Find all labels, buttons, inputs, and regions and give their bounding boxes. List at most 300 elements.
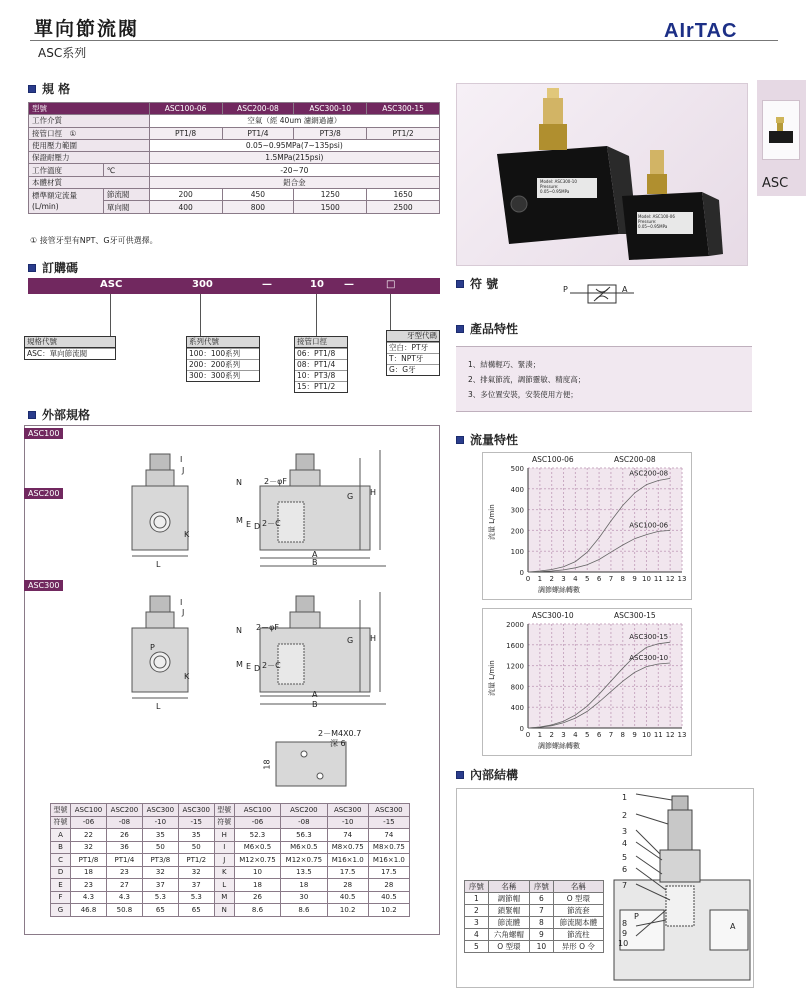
callout-8: 8: [622, 919, 628, 928]
series-label: ASC100-06: [629, 521, 669, 530]
dim-cell: N: [214, 904, 234, 917]
tag-asc300: ASC300: [24, 580, 63, 591]
dim-cell: 65: [178, 904, 214, 917]
dim-cell: L: [214, 879, 234, 892]
dim-label-phiF: 2－φF: [256, 623, 279, 632]
dim-cell: 37: [142, 879, 178, 892]
dimension-table: [50, 803, 410, 917]
dim-head: ASC100: [234, 804, 280, 817]
flow-unit-text: (L/min): [32, 201, 59, 211]
parts-table: [464, 880, 604, 953]
x-tick-label: 5: [584, 575, 590, 583]
dim-label-A: A: [312, 550, 318, 559]
parts-head: 序號: [530, 881, 554, 893]
flow-label-text: 標準額定流量: [32, 190, 77, 200]
order-box-port: [294, 336, 348, 393]
x-tick-label: 13: [677, 731, 687, 739]
dim-cell: 17.5: [368, 866, 409, 879]
section-internal-title: 內部結構: [470, 768, 519, 782]
label-dim-18: 18: [262, 759, 272, 770]
dim-cell: A: [51, 829, 71, 842]
spec-header-col: ASC200-08: [222, 103, 294, 115]
order-box-row: 空白：PT牙: [387, 342, 439, 353]
dim-head: -10: [327, 816, 368, 829]
section-outer-title: 外部規格: [42, 408, 91, 422]
dim-cell: 10.2: [368, 904, 409, 917]
order-code-part: 300: [192, 279, 213, 290]
dim-cell: D: [51, 866, 71, 879]
dim-cell: 50.8: [106, 904, 142, 917]
photo-range-label: 0.05~0.95MPa: [638, 224, 668, 229]
dim-cell: 27: [106, 879, 142, 892]
order-connector: [390, 294, 391, 330]
order-code-part: —: [262, 279, 272, 290]
order-code-part: ASC: [100, 279, 123, 290]
parts-row: [465, 917, 604, 929]
dim-cell: M16×1.0: [368, 854, 409, 867]
dim-head: ASC200: [281, 804, 327, 817]
dim-cell: M8×0.75: [368, 841, 409, 854]
dim-label-G: G: [347, 636, 354, 645]
order-box-code: [24, 336, 116, 360]
dim-cell: 32: [71, 841, 107, 854]
order-code-bar: [28, 278, 440, 294]
section-features-title: 產品特性: [470, 322, 519, 336]
section-bullet-icon: [456, 280, 464, 288]
dim-cell: 26: [234, 891, 280, 904]
parts-cell: O 型環: [553, 893, 603, 905]
x-tick-label: 13: [677, 575, 687, 583]
dim-label-L: L: [156, 702, 161, 711]
parts-cell: O 型環: [488, 941, 529, 953]
spec-header-col: ASC300-15: [367, 103, 440, 115]
x-axis-label: 調節螺絲轉數: [538, 742, 580, 750]
section-bullet-icon: [28, 85, 36, 93]
photo-range-label: 0.05~0.95MPa: [540, 189, 570, 194]
x-tick-label: 8: [620, 731, 626, 739]
dim-cell: PT1/4: [106, 854, 142, 867]
feature-item: 1、結構輕巧、緊湊；: [468, 360, 541, 369]
x-tick-label: 1: [537, 575, 543, 583]
page-title: 單向節流閥: [34, 18, 140, 40]
dim-label-L: L: [156, 560, 161, 569]
parts-head: 名稱: [488, 881, 529, 893]
dim-label-K: K: [184, 530, 190, 539]
dim-label-J: J: [182, 608, 185, 617]
product-photo: [456, 83, 748, 266]
parts-cell: 鎖緊帽: [488, 905, 529, 917]
dim-cell: 17.5: [327, 866, 368, 879]
section-outer: [28, 406, 90, 423]
section-flow: [456, 431, 518, 448]
side-tab-label: ASC: [762, 176, 789, 191]
order-code-part: —: [344, 279, 354, 290]
internal-port-P: P: [634, 912, 639, 921]
dim-cell: M8×0.75: [327, 841, 368, 854]
x-tick-label: 12: [665, 731, 675, 739]
parts-row: [465, 905, 604, 917]
dim-cell: 23: [71, 879, 107, 892]
spec-row-label: 接管口徑 ①: [29, 127, 150, 139]
dim-head: 符號: [214, 816, 234, 829]
dim-label-B: B: [312, 700, 318, 709]
parts-cell: 5: [465, 941, 489, 953]
y-tick-label: 500: [510, 465, 524, 473]
x-tick-label: 2: [549, 731, 554, 739]
x-axis-label: 調節螺絲轉數: [538, 586, 580, 594]
photo-pressure-label: Pressure:: [638, 219, 657, 224]
chart-title: ASC100-06: [532, 455, 574, 464]
callout-10: 10: [618, 939, 629, 948]
dim-label-K: K: [184, 672, 190, 681]
spec-cell: 400: [149, 201, 222, 213]
order-box-row: ASC：單向節流閥: [25, 348, 115, 359]
dim-cell: M12×0.75: [281, 854, 327, 867]
dim-head: ASC300: [327, 804, 368, 817]
section-features: [456, 320, 518, 337]
section-order: [28, 259, 78, 276]
dim-head: ASC100: [71, 804, 107, 817]
dim-label-E: E: [246, 662, 252, 671]
spec-cell: 鋁合金: [149, 176, 439, 188]
spec-row-label: 保證耐壓力: [29, 152, 150, 164]
section-bullet-icon: [456, 436, 464, 444]
x-tick-label: 1: [537, 731, 543, 739]
order-box-thread: [386, 330, 440, 376]
order-code-part: □: [386, 279, 396, 290]
dim-cell: 8.6: [281, 904, 327, 917]
dim-label-A: A: [312, 690, 318, 699]
dim-cell: PT3/8: [142, 854, 178, 867]
y-tick-label: 1200: [506, 662, 524, 671]
dim-row: [51, 904, 410, 917]
dim-cell: B: [51, 841, 71, 854]
dim-head: 符號: [51, 816, 71, 829]
dim-cell: H: [214, 829, 234, 842]
symbol-port-P: P: [563, 285, 568, 294]
dim-label-D: D: [254, 664, 261, 673]
parts-cell: 6: [530, 893, 554, 905]
dim-label-B: B: [312, 558, 318, 567]
order-box-series: [186, 336, 260, 382]
dim-row: [51, 829, 410, 842]
spec-cell: PT1/4: [222, 127, 294, 139]
dim-row: [51, 854, 410, 867]
parts-row: [465, 929, 604, 941]
section-flow-title: 流量特性: [470, 433, 519, 447]
label-m4-thread: 2－M4X0.7: [318, 729, 362, 738]
dim-cell: 28: [327, 879, 368, 892]
dim-cell: 52.3: [234, 829, 280, 842]
chart-title: ASC200-08: [614, 455, 656, 464]
spec-cell: 空氣（經 40um 濾網過濾）: [149, 115, 439, 127]
dim-row: [51, 891, 410, 904]
dim-label-E: E: [246, 520, 252, 529]
order-box-row: 100：100系列: [187, 348, 259, 359]
order-box-row: G：G牙: [387, 364, 439, 375]
order-box-row: 10：PT3/8: [295, 370, 347, 381]
spec-cell: -20~70: [149, 164, 439, 176]
order-box-row: 08：PT1/4: [295, 359, 347, 370]
dim-cell: J: [214, 854, 234, 867]
section-bullet-icon: [456, 325, 464, 333]
dim-cell: 35: [178, 829, 214, 842]
dim-cell: 46.8: [71, 904, 107, 917]
order-box-head: 系列代號: [187, 337, 259, 348]
dim-cell: 56.3: [281, 829, 327, 842]
dim-head: -08: [281, 816, 327, 829]
x-tick-label: 8: [620, 575, 626, 583]
spec-cell: 0.05~0.95MPa(7~135psi): [149, 139, 439, 151]
x-tick-label: 6: [596, 575, 602, 583]
order-box-row: 300：300系列: [187, 370, 259, 381]
dim-cell: C: [51, 854, 71, 867]
dim-cell: 4.3: [71, 891, 107, 904]
callout-2: 2: [622, 811, 628, 820]
y-tick-label: 400: [510, 485, 524, 494]
spec-row-label: 節流閥: [103, 189, 149, 201]
dim-cell: 18: [71, 866, 107, 879]
parts-cell: 2: [465, 905, 489, 917]
dim-cell: 5.3: [178, 891, 214, 904]
parts-cell: 异形 O 令: [553, 941, 603, 953]
parts-cell: 9: [530, 929, 554, 941]
dim-cell: PT1/8: [71, 854, 107, 867]
parts-cell: 調節帽: [488, 893, 529, 905]
dim-cell: 13.5: [281, 866, 327, 879]
dim-label-C: 2－C: [262, 519, 281, 528]
spec-cell: 200: [149, 189, 222, 201]
order-box-row: 15：PT1/2: [295, 381, 347, 392]
spec-row-label: 工作介質: [29, 115, 150, 127]
x-tick-label: 9: [632, 731, 637, 739]
feature-item: 3、多位置安裝，安裝使用方便；: [468, 390, 578, 399]
label-depth: 深 6: [330, 739, 346, 748]
spec-flow-label: [29, 189, 104, 214]
dim-cell: PT1/2: [178, 854, 214, 867]
spec-table: [28, 102, 440, 214]
dim-cell: E: [51, 879, 71, 892]
dim-cell: K: [214, 866, 234, 879]
dim-label-C: 2－C: [262, 661, 281, 670]
features-box: [456, 346, 752, 412]
spec-row-label: 單向閥: [103, 201, 149, 213]
photo-pressure-label: Pressure:: [540, 184, 559, 189]
parts-row: [465, 893, 604, 905]
y-axis-label: 流量 L/min: [488, 660, 496, 696]
dim-cell: 32: [142, 866, 178, 879]
dim-label-M: M: [236, 660, 243, 669]
dim-head: -06: [234, 816, 280, 829]
dim-label-G: G: [347, 492, 354, 501]
dim-cell: 4.3: [106, 891, 142, 904]
callout-4: 4: [622, 839, 628, 848]
section-order-title: 訂購碼: [42, 261, 79, 275]
flow-chart-1: [482, 452, 692, 600]
dim-cell: 10: [234, 866, 280, 879]
order-code-part: 10: [310, 279, 324, 290]
spec-header-col: ASC300-10: [294, 103, 367, 115]
section-bullet-icon: [28, 264, 36, 272]
section-internal: [456, 766, 518, 783]
order-connector: [200, 294, 201, 336]
dim-cell: 65: [142, 904, 178, 917]
spec-cell: PT3/8: [294, 127, 367, 139]
dim-label-I: I: [180, 455, 183, 464]
plot-area: [528, 468, 682, 572]
y-tick-label: 0: [519, 569, 524, 577]
photo-model-label: Model: ASC100-06: [638, 214, 675, 219]
callout-9: 9: [622, 929, 628, 938]
dim-label-N: N: [236, 478, 242, 487]
dim-cell: 74: [327, 829, 368, 842]
callout-6: 6: [622, 865, 628, 874]
dim-label-N: N: [236, 626, 242, 635]
photo-model-label: Model: ASC300-10: [540, 179, 577, 184]
dim-cell: M6×0.5: [281, 841, 327, 854]
dim-cell: M16×1.0: [327, 854, 368, 867]
parts-cell: 8: [530, 917, 554, 929]
dim-cell: F: [51, 891, 71, 904]
order-box-head: 牙型代碼: [387, 331, 439, 342]
x-tick-label: 10: [642, 575, 651, 583]
dim-head: -15: [368, 816, 409, 829]
feature-item: 2、排氣節流，調節靈敏、精度高；: [468, 375, 586, 384]
spec-cell: 800: [222, 201, 294, 213]
x-tick-label: 7: [608, 575, 614, 583]
dim-cell: 36: [106, 841, 142, 854]
x-tick-label: 0: [525, 575, 531, 583]
dim-row: [51, 866, 410, 879]
drawing-asc300: [110, 592, 410, 710]
parts-cell: 10: [530, 941, 554, 953]
order-connector: [110, 294, 111, 336]
parts-cell: 節流柱: [553, 929, 603, 941]
internal-port-A: A: [730, 922, 736, 931]
dim-row: [51, 879, 410, 892]
dim-cell: 37: [178, 879, 214, 892]
dim-cell: 30: [281, 891, 327, 904]
dim-cell: 35: [142, 829, 178, 842]
dim-head: -06: [71, 816, 107, 829]
dim-cell: 28: [368, 879, 409, 892]
parts-cell: 六角螺帽: [488, 929, 529, 941]
parts-cell: 節流閥本體: [553, 917, 603, 929]
y-tick-label: 800: [510, 683, 524, 692]
spec-row-label: 本體材質: [29, 176, 150, 188]
x-tick-label: 7: [608, 731, 614, 739]
section-bullet-icon: [456, 771, 464, 779]
port-label-P: P: [150, 643, 155, 652]
order-box-head: 接管口徑: [295, 337, 347, 348]
spec-cell: 1250: [294, 189, 367, 201]
dim-label-J: J: [182, 466, 185, 475]
dim-cell: 40.5: [368, 891, 409, 904]
spec-unit: ℃: [103, 164, 149, 176]
x-tick-label: 9: [632, 575, 637, 583]
spec-row-label: 使用壓力範圍: [29, 139, 150, 151]
dim-cell: 26: [106, 829, 142, 842]
parts-cell: 3: [465, 917, 489, 929]
section-symbol: [456, 275, 498, 292]
series-subtitle: ASC系列: [38, 46, 87, 60]
dim-label-phiF: 2－φF: [264, 477, 287, 486]
callout-1: 1: [622, 793, 628, 802]
dim-label-D: D: [254, 522, 261, 531]
y-tick-label: 1600: [506, 641, 524, 650]
dim-cell: 23: [106, 866, 142, 879]
dim-cell: G: [51, 904, 71, 917]
dim-head: -08: [106, 816, 142, 829]
callout-3: 3: [622, 827, 628, 836]
section-spec-title: 規 格: [42, 82, 71, 96]
dim-cell: M12×0.75: [234, 854, 280, 867]
series-label: ASC300-15: [629, 633, 669, 642]
y-tick-label: 200: [510, 527, 524, 536]
section-spec: [28, 80, 70, 97]
spec-cell: PT1/8: [149, 127, 222, 139]
dim-head: 型號: [51, 804, 71, 817]
dim-cell: 10.2: [327, 904, 368, 917]
dim-label-M: M: [236, 516, 243, 525]
parts-cell: 4: [465, 929, 489, 941]
x-tick-label: 4: [573, 575, 578, 583]
x-tick-label: 5: [584, 731, 590, 739]
tag-asc100: ASC100: [24, 428, 63, 439]
dim-cell: 18: [234, 879, 280, 892]
dim-cell: 8.6: [234, 904, 280, 917]
chart-title: ASC300-10: [532, 611, 574, 620]
parts-cell: 7: [530, 905, 554, 917]
x-tick-label: 0: [525, 731, 531, 739]
spec-cell: 450: [222, 189, 294, 201]
x-tick-label: 3: [561, 575, 566, 583]
side-thumbnail: [762, 100, 800, 160]
dim-row: [51, 841, 410, 854]
dim-head: ASC200: [106, 804, 142, 817]
x-tick-label: 12: [665, 575, 675, 583]
callout-5: 5: [622, 853, 628, 862]
x-tick-label: 2: [549, 575, 554, 583]
dim-cell: 22: [71, 829, 107, 842]
y-axis-label: 流量 L/min: [488, 504, 496, 540]
y-tick-label: 2000: [506, 621, 524, 629]
dim-cell: 50: [142, 841, 178, 854]
series-label: ASC200-08: [629, 469, 669, 478]
dim-cell: M6×0.5: [234, 841, 280, 854]
spec-header-col: ASC100-06: [149, 103, 222, 115]
dim-cell: I: [214, 841, 234, 854]
dim-label-H: H: [370, 634, 377, 643]
dim-cell: 40.5: [327, 891, 368, 904]
dim-cell: 50: [178, 841, 214, 854]
parts-cell: 節流套: [553, 905, 603, 917]
x-tick-label: 3: [561, 731, 566, 739]
y-tick-label: 300: [510, 506, 524, 515]
parts-cell: 1: [465, 893, 489, 905]
spec-cell: PT1/2: [367, 127, 440, 139]
x-tick-label: 6: [596, 731, 602, 739]
series-label: ASC300-10: [629, 654, 669, 662]
dim-head: ASC300: [178, 804, 214, 817]
x-tick-label: 4: [573, 731, 578, 739]
dim-label-I: I: [180, 598, 183, 607]
parts-row: [465, 941, 604, 953]
spec-row-label: 工作溫度: [29, 164, 104, 176]
spec-cell: 1.5MPa(215psi): [149, 152, 439, 164]
brand-logo: AIrTAC: [664, 20, 738, 42]
tag-asc200: ASC200: [24, 488, 63, 499]
